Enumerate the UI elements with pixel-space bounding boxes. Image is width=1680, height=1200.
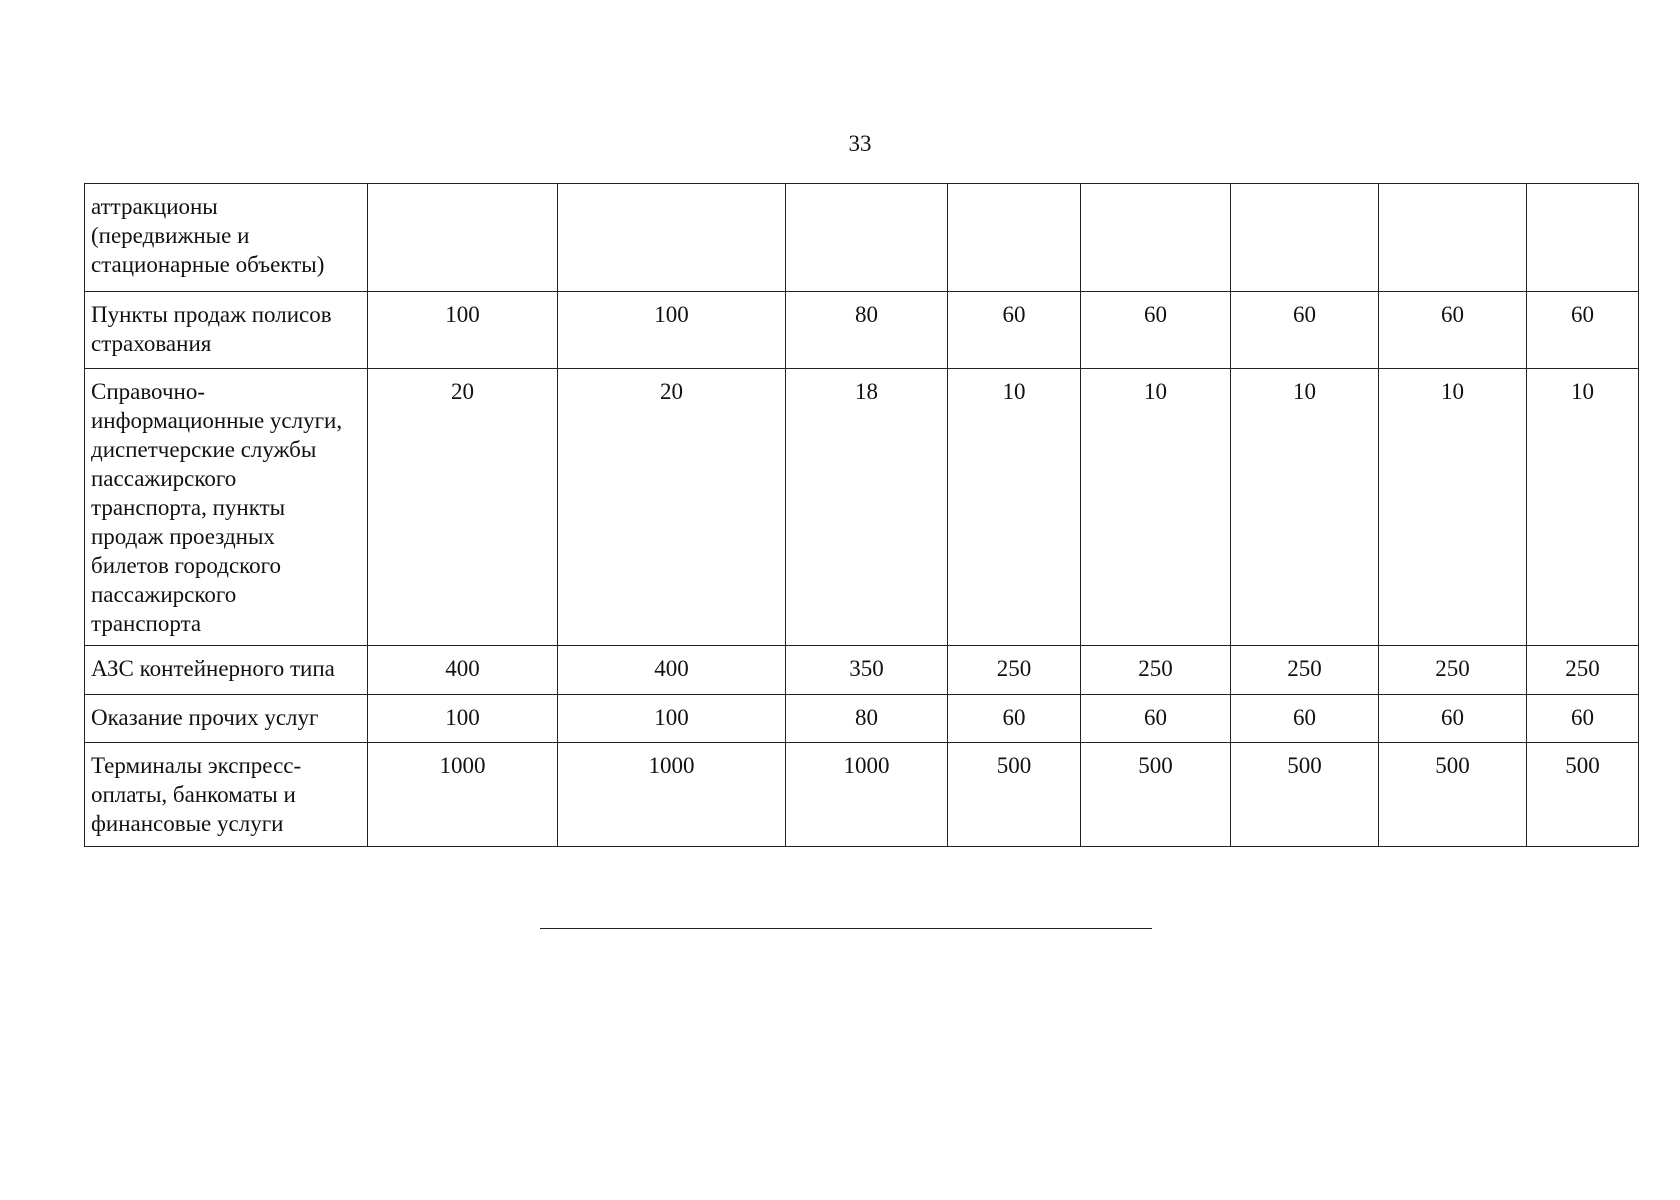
value-cell: 18	[786, 369, 948, 646]
row-label-line: Терминалы экспресс-	[91, 753, 302, 778]
value-cell: 60	[948, 695, 1081, 743]
page-number: 33	[848, 131, 872, 156]
value-cell: 60	[1231, 695, 1379, 743]
table-row	[85, 184, 1639, 292]
value-cell: 80	[786, 695, 948, 743]
row-label-line: диспетчерские службы	[91, 437, 317, 462]
value-cell: 100	[368, 292, 558, 369]
value-cell: 60	[1527, 292, 1639, 369]
value-cell	[1081, 184, 1231, 292]
row-label-line: информационные услуги,	[91, 408, 343, 433]
value-cell: 60	[948, 292, 1081, 369]
value-cell: 60	[1231, 292, 1379, 369]
value-cell: 500	[1231, 743, 1379, 847]
value-cell	[1527, 184, 1639, 292]
value-cell	[1379, 184, 1527, 292]
value-cell: 250	[1527, 646, 1639, 695]
data-table	[84, 183, 1639, 847]
row-label-cell	[85, 743, 368, 847]
value-cell: 500	[1527, 743, 1639, 847]
value-cell: 1000	[368, 743, 558, 847]
value-cell: 250	[1379, 646, 1527, 695]
value-cell: 250	[1231, 646, 1379, 695]
value-cell: 10	[1527, 369, 1639, 646]
value-cell	[1231, 184, 1379, 292]
value-cell: 60	[1081, 695, 1231, 743]
row-label-cell	[85, 369, 368, 646]
row-label-line: транспорта, пункты	[91, 495, 286, 520]
value-cell: 100	[368, 695, 558, 743]
table-row	[85, 369, 1639, 646]
value-cell: 10	[1081, 369, 1231, 646]
value-cell: 500	[948, 743, 1081, 847]
row-label-cell	[85, 292, 368, 369]
value-cell: 350	[786, 646, 948, 695]
value-cell: 60	[1527, 695, 1639, 743]
row-label-line: пассажирского	[91, 466, 237, 491]
value-cell	[558, 184, 786, 292]
value-cell: 400	[558, 646, 786, 695]
row-label-line: (передвижные и	[91, 223, 250, 248]
value-cell: 80	[786, 292, 948, 369]
value-cell: 100	[558, 695, 786, 743]
value-cell: 10	[948, 369, 1081, 646]
value-cell: 10	[1231, 369, 1379, 646]
row-label-line: пассажирского	[91, 582, 237, 607]
value-cell: 20	[368, 369, 558, 646]
row-label-line: Оказание прочих услуг	[91, 705, 319, 730]
row-label-cell	[85, 695, 368, 743]
value-cell: 250	[1081, 646, 1231, 695]
row-label-line: оплаты, банкоматы и	[91, 782, 296, 807]
value-cell	[948, 184, 1081, 292]
value-cell: 60	[1081, 292, 1231, 369]
row-label-line: АЗС контейнерного типа	[91, 656, 335, 681]
row-label-line: продаж проездных	[91, 524, 275, 549]
table-row	[85, 743, 1639, 847]
value-cell: 250	[948, 646, 1081, 695]
table-row	[85, 695, 1639, 743]
value-cell: 1000	[786, 743, 948, 847]
value-cell: 10	[1379, 369, 1527, 646]
table-row	[85, 646, 1639, 695]
value-cell: 60	[1379, 292, 1527, 369]
row-label-cell	[85, 646, 368, 695]
row-label-line: стационарные объекты)	[91, 252, 325, 277]
value-cell: 1000	[558, 743, 786, 847]
value-cell: 100	[558, 292, 786, 369]
table-row	[85, 292, 1639, 369]
row-label-line: аттракционы	[91, 194, 218, 219]
value-cell: 400	[368, 646, 558, 695]
row-label-line: страхования	[91, 331, 212, 356]
row-label-line: транспорта	[91, 611, 202, 636]
end-divider	[540, 928, 1152, 929]
value-cell: 500	[1379, 743, 1527, 847]
row-label-line: Справочно-	[91, 379, 206, 404]
row-label-line: Пункты продаж полисов	[91, 302, 332, 327]
value-cell	[368, 184, 558, 292]
value-cell: 60	[1379, 695, 1527, 743]
row-label-line: финансовые услуги	[91, 811, 284, 836]
value-cell: 20	[558, 369, 786, 646]
value-cell	[786, 184, 948, 292]
table-body	[85, 184, 1639, 847]
row-label-cell	[85, 184, 368, 292]
row-label-line: билетов городского	[91, 553, 282, 578]
value-cell: 500	[1081, 743, 1231, 847]
